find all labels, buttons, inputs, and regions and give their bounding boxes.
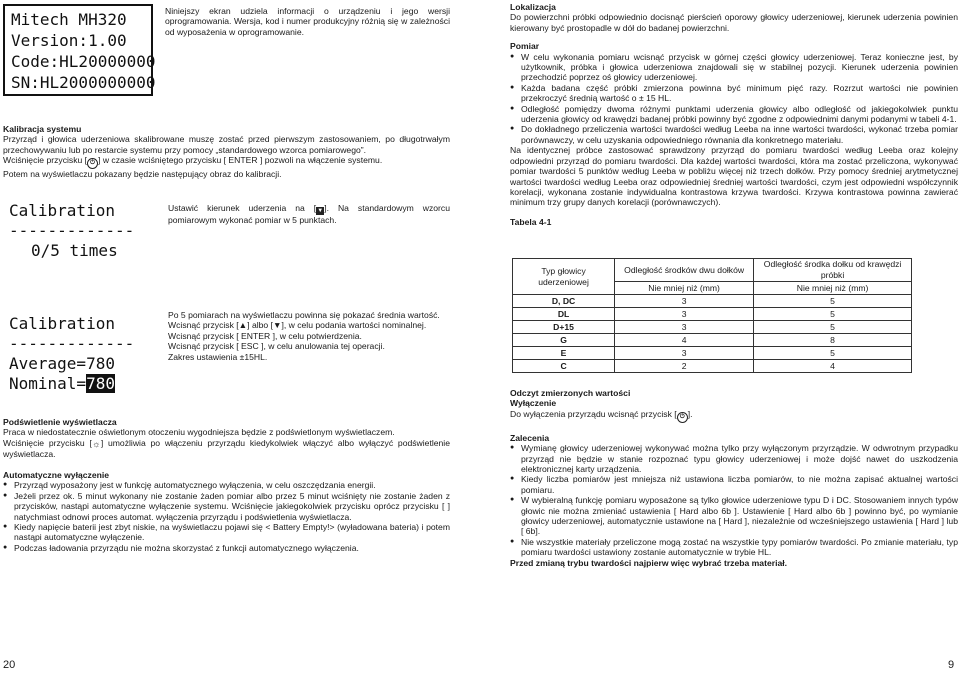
table-header: Odległość środka dołku od krawędzi próbki — [754, 259, 912, 282]
table-row — [513, 308, 912, 321]
backlight-paragraph: Praca w niedostatecznie oświetlonym otoczeniu wygodniejsza będzie z podświetlonym wyświetlaczem. — [3, 427, 395, 438]
backlight-section — [3, 417, 450, 459]
table-row — [513, 347, 912, 360]
list-item: ● W wybieralną funkcję pomiaru wyposażone są tylko głowice uderzeniowe typu D i DC. Stosowaniem innych typów głowic nie można zmieniać ustawienia [ Hard albo 6b ]. Ustawienie [ Hard albo 6b ] powinno być, po wymianie głowicy uderzeniowej, automatycznie ustawione na [ Hard ], niezależnie od wcześniejszego ustawienia [ Hard ] lub [ 6b]. — [510, 495, 958, 537]
auto-off-heading: Automatyczne wyłączenie — [3, 470, 110, 480]
list-item: ● W celu wykonania pomiaru wcisnąć przycisk w górnej części głowicy uderzeniowej. Teraz konieczne jest, by użytkownik, próbka i głowica uderzeniowa znajdowali się w stabilnej pozycji. Kierunek uderzenia powinien przechodzić poprzez oś głowicy uderzeniowej. — [510, 52, 958, 83]
note-line: Wcisnąć przycisk [ ENTER ], w celu potwierdzenia. — [168, 330, 362, 341]
table-cell: 8 — [754, 334, 912, 347]
table-cell: 3 — [615, 347, 754, 360]
table-cell: D+15 — [513, 321, 615, 334]
list-item: ● Wymianę głowicy uderzeniowej wykonywać można tylko przy wyłączonym przyrządzie. W odwrotnym przypadku przyrząd nie będzie w stanie rozpoznać typu głowicy uderzeniowej i może dojść nawet do uszkodzenia elektronicznej karty urządzenia. — [510, 443, 958, 474]
text: Nominal= — [9, 374, 87, 393]
backlight-heading: Podświetlenie wyświetlacza — [3, 417, 117, 427]
impact-direction-icon: ▼ — [317, 208, 324, 214]
backlight-icon: ☼ — [92, 438, 101, 449]
lcd-line: Mitech MH320 — [11, 10, 127, 29]
list-item: ● Każda badana część próbki zmierzona powinna być minimum pięć razy. Rozrzut wartości nie powinien przekroczyć średnią wartość o ± 15 HL. — [510, 83, 958, 104]
calibration-paragraph: Potem na wyświetlaczu pokazany będzie następujący obraz do kalibracji. — [3, 169, 282, 180]
list-item: ● Odległość pomiędzy dwoma różnymi punktami uderzenia głowicy albo odległość od jakiegokolwiek punktu uderzenia głowicy od krawędzi badanej próbki powinny być zgodne z odpowiednimi danymi podanymi w tabeli 4-1. — [510, 104, 958, 125]
page-number-left: 20 — [3, 659, 16, 671]
lcd-line: Calibration — [9, 314, 115, 333]
table-cell: E — [513, 347, 615, 360]
table-row — [513, 334, 912, 347]
calibration-section — [3, 124, 450, 180]
lcd-line: Average=780 — [9, 354, 115, 373]
table-cell: 3 — [615, 321, 754, 334]
lcd-line: ------------- — [9, 221, 135, 240]
list-item: ● Podczas ładowania przyrządu nie można skorzystać z funkcji automatycznego wyłączenia. — [3, 543, 450, 553]
table-cell: 3 — [615, 308, 754, 321]
lcd-line: SN:HL2000000000 — [11, 73, 156, 92]
text: Wciśnięcie przycisku [ — [3, 155, 88, 166]
table-cell: 3 — [615, 295, 754, 308]
page-number-right: 9 — [948, 659, 955, 671]
text: Do wyłączenia przyrządu wcisnąć przycisk [ — [510, 408, 677, 419]
table-cell: 5 — [754, 308, 912, 321]
table-subheader: Nie mniej niż (mm) — [754, 282, 912, 295]
table-row — [513, 360, 912, 373]
distance-table — [512, 258, 912, 373]
table-cell: 2 — [615, 360, 754, 373]
measure-list — [510, 52, 958, 146]
location-heading: Lokalizacja — [510, 2, 556, 12]
recommendations-heading: Zalecenia — [510, 432, 550, 443]
text: ]. Na standardowym wzorcu pomiarowym wykonać pomiar w 5 punktach. — [168, 203, 450, 225]
lcd-line: Code:HL20000000 — [11, 52, 156, 71]
list-item: ● Do dokładnego przeliczenia wartości twardości według Leeba na inne wartości twardości, wykonać trzeba pomiar porównawczy, w celu uzyskania odpowiedniego równania dla konkretnego materiału. — [510, 124, 958, 145]
text: ] umożliwia po włączeniu przyrządu kiedykolwiek włączyć albo wyłączyć podświetlenie wyświetlacza. — [3, 437, 450, 459]
location-paragraph: Do powierzchni próbki odpowiednio docisnąć pierścień oporowy głowicy uderzeniowej, kierunek uderzenia powinien kierowany być prostopadle w dół do badanej powierzchni. — [510, 12, 958, 33]
measure-heading: Pomiar — [510, 41, 540, 52]
table-title: Tabela 4-1 — [510, 216, 552, 227]
table-row — [513, 295, 912, 308]
list-item: ● Przyrząd wyposażony jest w funkcję automatycznego wyłączenia, w celu oszczędzania energii. — [3, 480, 450, 490]
note-line: Po 5 pomiarach na wyświetlaczu powinna się pokazać średnia wartość. — [168, 310, 440, 320]
table-header-row — [513, 259, 912, 282]
table-header: Typ głowicy uderzeniowej — [513, 259, 615, 295]
table-cell: 5 — [754, 321, 912, 334]
list-item: ● Kiedy napięcie baterii jest zbyt niskie, na wyświetlaczu pojawi się < Battery Empty!> (wyładowana bateria) i potem nastąpi automatyczne wyłączenie. — [3, 522, 450, 543]
table-cell: C — [513, 360, 615, 373]
table-cell: DL — [513, 308, 615, 321]
lcd-line: ------------- — [9, 334, 135, 353]
power-icon: ⏻ — [87, 158, 98, 169]
lcd-line: Calibration — [9, 201, 115, 220]
power-off-paragraph — [510, 409, 958, 423]
calibration-paragraph: Przyrząd i głowica uderzeniowa skalibrowane muszę zostać przed pierwszym zastosowaniem, po długotrwałym przechowywaniu lub po restarcie systemu przy pomocy „standardowego wzorca pomiarowego”. — [3, 134, 450, 155]
calibration-lcd-start — [3, 199, 153, 265]
list-item: ● Kiedy liczba pomiarów jest mniejsza niż ustawiona liczba pomiarów, to nie można zapisać aktualnej wartości pomiaru. — [510, 474, 958, 495]
note-line: Wcisnąć przycisk [ ESC ], w celu anulowania tej operacji. — [168, 341, 385, 352]
calibration-heading: Kalibracja systemu — [3, 124, 82, 134]
calibration-step-note — [168, 203, 450, 225]
table-cell: 4 — [754, 360, 912, 373]
measure-paragraph: Na identycznej próbce zastosować sprawdzony przyrząd do pomiaru twardości według Leeba oraz kolejny odpowiedni przyrząd do pomiaru twardości. Dla każdej wartości twardości, która ma zostać przeliczona, wykonywać pomiar twardości 5 punktów według Leeba w pobliżu więcej niż trzech dołków. Przy pomocy średniej arytmetycznej wartości twardości według Leeba oraz odpowiedniej średniej wartości twardości, czym jest odpowiedni współczynnik korelacji, wykonana zostanie indywidualna kontrastowa krzywa twardości. Krzywa kontrastowa powinna zawierać minimum trzy grupy danych korelacji (porównawczych). — [510, 145, 958, 208]
table-subheader: Nie mniej niż (mm) — [615, 282, 754, 295]
list-item: ● Jeżeli przez ok. 5 minut wykonany nie zostanie żaden pomiar albo przez 5 minut wciśnięty nie zostanie żaden z przycisków, nastąpi automatyczne wyłączenie systemu. Wciśnięcie jakiegokolwiek przycisku oprócz przycisku [ ] natychmiast odnowi proces automat. wyłączenia przyrządu i podświetlenia wyświetlacza. — [3, 491, 450, 522]
calibration-result-notes — [168, 310, 450, 362]
text: Wciśnięcie przycisku [ — [3, 437, 92, 448]
text: Ustawić kierunek uderzenia na [ — [168, 203, 317, 213]
lcd-line — [9, 374, 147, 394]
calibration-lcd-result — [3, 312, 153, 396]
right-column-lower — [510, 388, 958, 568]
table-cell: 4 — [615, 334, 754, 347]
lcd-line: 0/5 times — [31, 241, 118, 260]
table-cell: D, DC — [513, 295, 615, 308]
text: ] w czasie wciśniętego przycisku [ ENTER ] pozwoli na włączenie systemu. — [98, 155, 383, 166]
table-cell: G — [513, 334, 615, 347]
final-note: Przed zmianą trybu twardości najpierw więc wybrać trzeba materiał. — [510, 557, 788, 568]
table-cell: 5 — [754, 295, 912, 308]
table-row — [513, 321, 912, 334]
text: ]. — [687, 408, 693, 419]
readout-heading: Odczyt zmierzonych wartości — [510, 388, 631, 398]
right-column — [510, 2, 958, 227]
list-item: ● Nie wszystkie materiały przeliczone mogą zostać na wszystkie typy pomiarów twardości. Po zmianie materiału, typ pomiaru twardości ustawiony zostanie automatycznie w trybie HL. — [510, 537, 958, 558]
auto-off-section — [3, 470, 450, 553]
auto-off-list — [3, 480, 450, 553]
note-line: Wcisnąć przycisk [▲] albo [▼], w celu podania wartości nominalnej. — [168, 320, 427, 331]
table-header: Odległość środków dwu dołków — [615, 259, 754, 282]
table-cell: 5 — [754, 347, 912, 360]
nominal-value: 780 — [86, 374, 115, 393]
device-info-lcd — [3, 4, 156, 96]
backlight-paragraph — [3, 438, 450, 459]
calibration-instruction — [3, 155, 450, 169]
power-off-heading: Wyłączenie — [510, 398, 557, 409]
note-line: Zakres ustawienia ±15HL. — [168, 351, 268, 362]
device-note: Niniejszy ekran udziela informacji o urządzeniu i jego wersji oprogramowania. Wersja, kod i numer produkcyjny różnią się w zależności od wyposażenia w oprogramowanie. — [165, 6, 450, 37]
lcd-line: Version:1.00 — [11, 31, 127, 50]
recommendations-list — [510, 443, 958, 557]
power-icon: ⏻ — [677, 412, 688, 423]
